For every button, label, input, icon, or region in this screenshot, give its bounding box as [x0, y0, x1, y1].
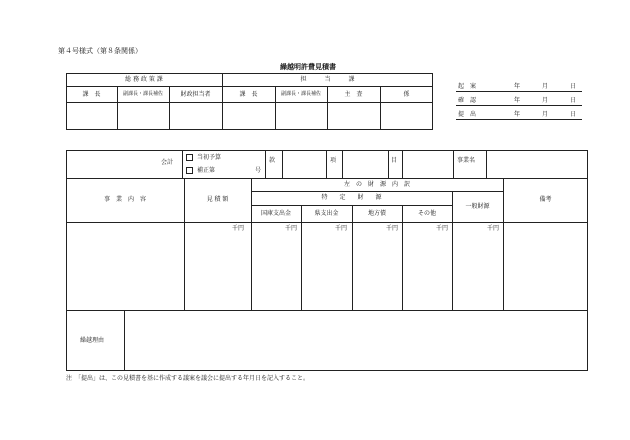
- unit-ippan: 千円: [487, 225, 500, 232]
- date-label-teishutsu: 提 出: [458, 111, 477, 118]
- label-kan: 款: [269, 157, 276, 164]
- unit-kokko: 千円: [285, 225, 298, 232]
- col-shusa: 主 査: [344, 91, 363, 98]
- unit-chihousai: 千円: [386, 225, 399, 232]
- date-label-kian: 起 案: [458, 83, 477, 90]
- dept-label: 総 務 政 策 課: [125, 76, 163, 83]
- opt-tousho-label: 当初予算: [197, 154, 222, 161]
- form-label: 第４号様式（第８条関係）: [58, 47, 142, 55]
- date-tsuki-1: 月: [542, 83, 549, 90]
- opt-hosei-label: 補正第: [197, 167, 216, 174]
- checkbox-hosei[interactable]: [186, 167, 193, 174]
- date-nen-1: 年: [514, 83, 521, 90]
- label-moku: 目: [391, 157, 398, 164]
- col-ippan: 一般財源: [465, 203, 490, 210]
- label-kou: 項: [330, 157, 337, 164]
- riyuu-field[interactable]: [126, 312, 586, 369]
- date-label-kakunin: 確 認: [458, 97, 477, 104]
- unit-mitsumori: 千円: [232, 225, 245, 232]
- col-kachou-1: 課 長: [82, 91, 101, 98]
- label-jigyou: 事業名: [457, 157, 476, 164]
- unit-ken: 千円: [335, 225, 348, 232]
- form-title: 繰越明許費見積書: [280, 62, 336, 71]
- tantou-label: 担 当 課: [300, 76, 355, 83]
- col-bikou: 備考: [539, 196, 552, 203]
- col-ken: 県支出金: [314, 210, 339, 217]
- footnote: 注 「提出」は、この見積書を基に作成する議案を議会に提出する年月日を記入すること。: [66, 375, 310, 382]
- col-zaigen: 左 の 財 源 内 訳: [343, 181, 410, 188]
- opt-hosei-suffix: 号: [255, 167, 262, 174]
- col-jigyou-naiyou: 事 業 内 容: [103, 196, 146, 203]
- date-tsuki-3: 月: [542, 111, 549, 118]
- date-nen-3: 年: [514, 111, 521, 118]
- col-zaisei: 財政担当者: [180, 91, 211, 98]
- date-tsuki-2: 月: [542, 97, 549, 104]
- col-fukukachou-1: 副課長・課長補佐: [122, 91, 163, 97]
- label-kaikei: 会計: [161, 159, 174, 166]
- col-sonota: その他: [417, 210, 436, 217]
- unit-sonota: 千円: [436, 225, 449, 232]
- col-tokutei: 特 定 財 源: [321, 194, 382, 201]
- date-nen-2: 年: [514, 97, 521, 104]
- date-hi-3: 日: [570, 111, 577, 118]
- label-riyuu: 繰越理由: [80, 337, 105, 344]
- checkbox-tousho[interactable]: [186, 154, 193, 161]
- col-fukukachou-2: 副課長・課長補佐: [280, 91, 321, 97]
- col-mitsumori: 見 積 額: [206, 196, 229, 203]
- col-kokko: 国庫支出金: [260, 210, 291, 217]
- opt-tousho: [186, 154, 221, 161]
- date-hi-1: 日: [570, 83, 577, 90]
- date-hi-2: 日: [570, 97, 577, 104]
- col-kakari: 係: [403, 91, 410, 98]
- col-chihousai: 地方債: [367, 210, 386, 217]
- opt-hosei: [186, 167, 215, 174]
- col-kachou-2: 課 長: [239, 91, 258, 98]
